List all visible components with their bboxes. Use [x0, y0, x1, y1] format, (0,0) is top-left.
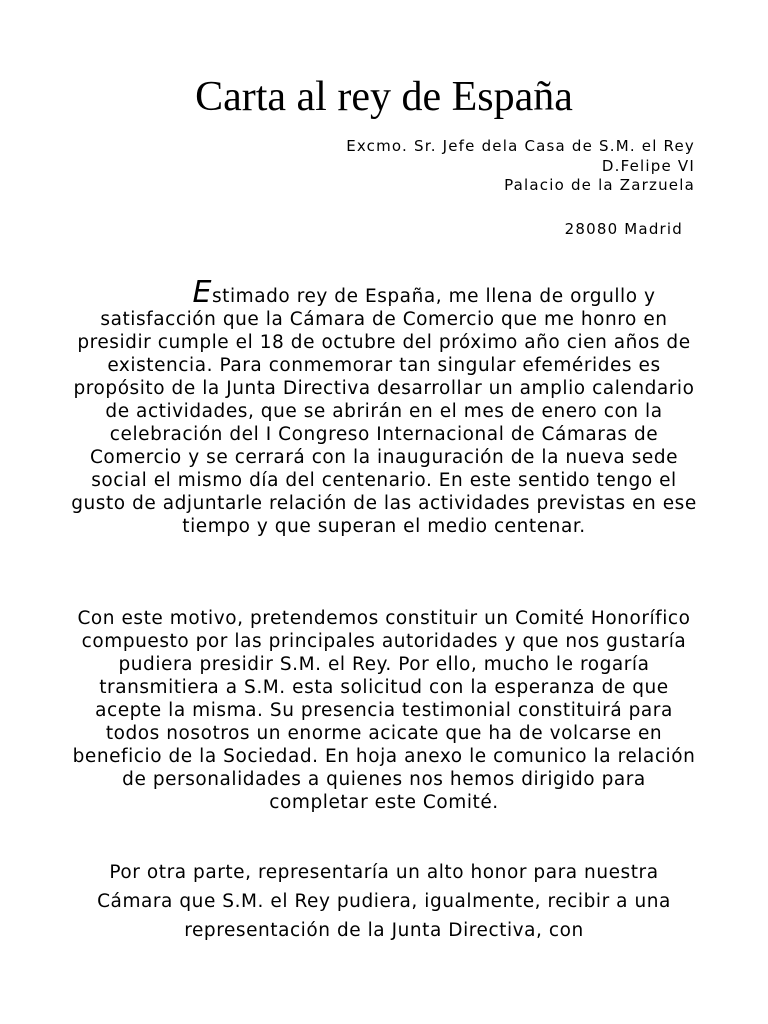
drop-cap: E	[192, 275, 212, 310]
paragraph-1	[70, 275, 698, 538]
address-line: Palacio de la Zarzuela	[504, 176, 695, 194]
document-title: Carta al rey de España	[195, 74, 573, 120]
postal-city-line: 28080 Madrid	[564, 220, 683, 238]
recipient-address	[346, 137, 695, 196]
paragraph-2: Con este motivo, pretendemos constituir un Comité Honorífico compuesto por las principales autoridades y que nos gustaría pudiera presidir S.M. el Rey. Por ello, mucho le rogaría transmitiera a S.M. esta solicitud con la esperanza de que acepte la misma. Su presencia testimonial constituirá para todos nosotros un enorme acicate que ha de volcarse en beneficio de la Sociedad. En hoja anexo le comunico la relación de personalidades a quienes nos hemos dirigido para completar este Comité.	[72, 608, 696, 813]
address-line: D.Felipe VI	[601, 156, 695, 175]
paragraph-1-text: stimado rey de España, me llena de orgullo y satisfacción que la Cámara de Comercio que me honro en presidir cumple el 18 de octubre del próximo año cien años de existencia. Para conmemorar tan singular efemérides es propósito de la Junta Directiva desarrollar un amplio calendario de actividades, que se abrirán en el mes de enero con la celebración del I Congreso Internacional de Cámaras de Comercio y se cerrará con la inauguración de la nueva sede social el mismo día del centenario. En este sentido tengo el gusto de adjuntarle relación de las actividades previstas en ese tiempo y que superan el medio centenar.	[71, 286, 697, 537]
address-line: Excmo. Sr. Jefe dela Casa de S.M. el Rey	[346, 137, 695, 155]
paragraph-3: Por otra parte, representaría un alto honor para nuestra Cámara que S.M. el Rey pudiera, igualmente, recibir a una representación de la Junta Directiva, con	[97, 862, 671, 941]
